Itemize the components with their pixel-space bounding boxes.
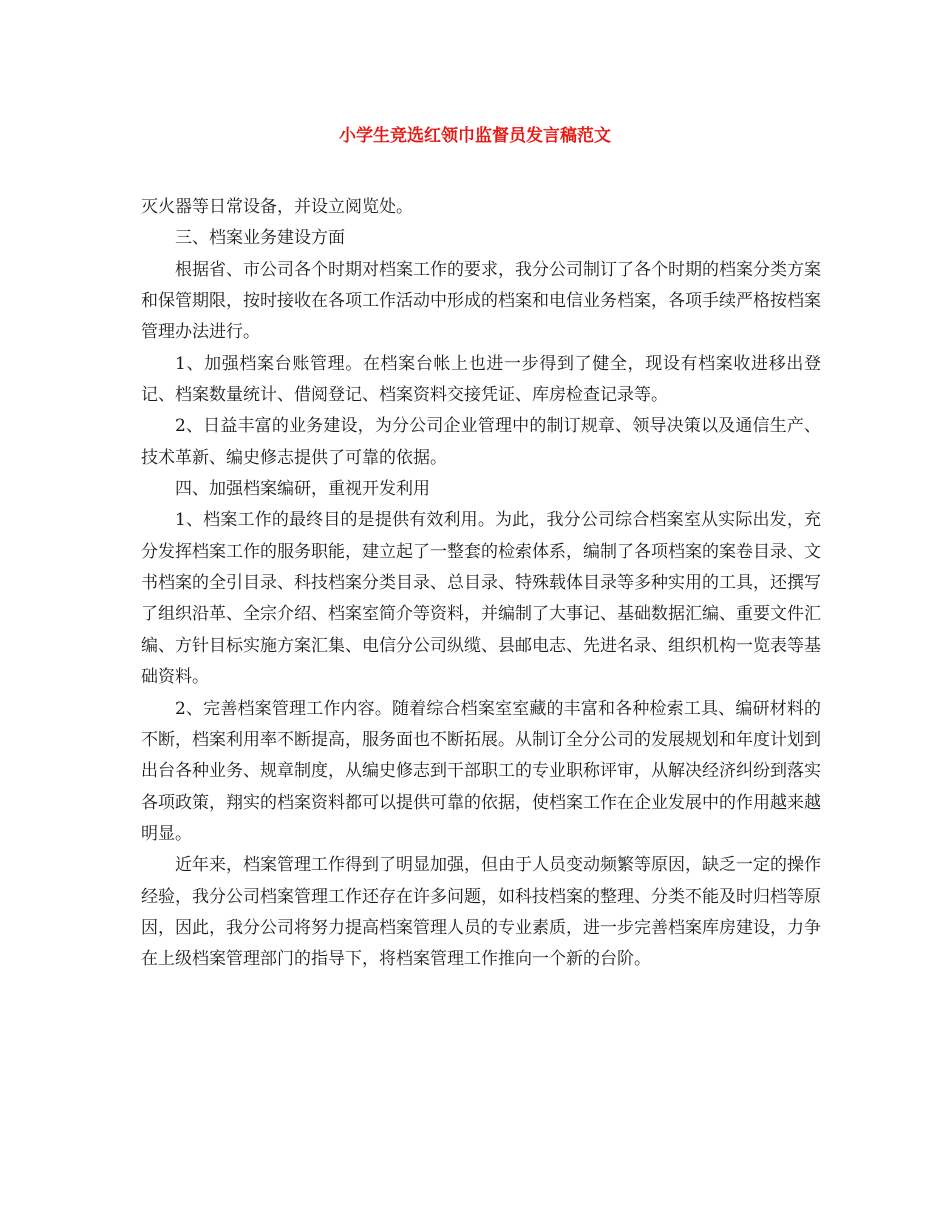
paragraph: 近年来，档案管理工作得到了明显加强，但由于人员变动频繁等原因，缺乏一定的操作经验，我分公司档案管理工作还存在许多问题，如科技档案的整理、分类不能及时归档等原因，因此，我分公司将努力提高档案管理人员的专业素质，进一步完善档案库房建设，力争在上级档案管理部门的指导下，将档案管理工作推向一个新的台阶。 bbox=[141, 855, 821, 970]
document-body bbox=[141, 192, 821, 976]
paragraph: 2、完善档案管理工作内容。随着综合档案室室藏的丰富和各种检索工具、编研材料的不断，档案利用率不断提高，服务面也不断拓展。从制订全分公司的发展规划和年度计划到出台各种业务、规章制度，从编史修志到干部职工的专业职称评审，从解决经济纠纷到落实各项政策，翔实的档案资料都可以提供可靠的依据，使档案工作在企业发展中的作用越来越明显。 bbox=[141, 698, 821, 844]
document-title: 小学生竞选红领巾监督员发言稿范文 bbox=[339, 126, 611, 146]
paragraph: 2、日益丰富的业务建设，为分公司企业管理中的制订规章、领导决策以及通信生产、技术革新、编史修志提供了可靠的依据。 bbox=[141, 416, 821, 468]
section-heading: 四、加强档案编研，重视开发利用 bbox=[175, 479, 430, 500]
paragraph: 1、档案工作的最终目的是提供有效利用。为此，我分公司综合档案室从实际出发，充分发挥档案工作的服务职能，建立起了一整套的检索体系，编制了各项档案的案卷目录、文书档案的全引目录、科技档案分类目录、总目录、特殊载体目录等多种实用的工具，还撰写了组织沿革、全宗介绍、档案室简介等资料，并编制了大事记、基础数据汇编、重要文件汇编、方针目标实施方案汇集、电信分公司纵缆、县邮电志、先进名录、组织机构一览表等基础资料。 bbox=[141, 510, 821, 688]
paragraph: 灭火器等日常设备，并设立阅览处。 bbox=[141, 197, 413, 217]
paragraph: 1、加强档案台账管理。在档案台帐上也进一步得到了健全，现设有档案收进移出登记、档案数量统计、借阅登记、档案资料交接凭证、库房检查记录等。 bbox=[141, 353, 821, 406]
section-heading: 三、档案业务建设方面 bbox=[175, 228, 345, 249]
paragraph: 根据省、市公司各个时期对档案工作的要求，我分公司制订了各个时期的档案分类方案和保管期限，按时接收在各项工作活动中形成的档案和电信业务档案，各项手续严格按档案管理办法进行。 bbox=[141, 259, 821, 343]
